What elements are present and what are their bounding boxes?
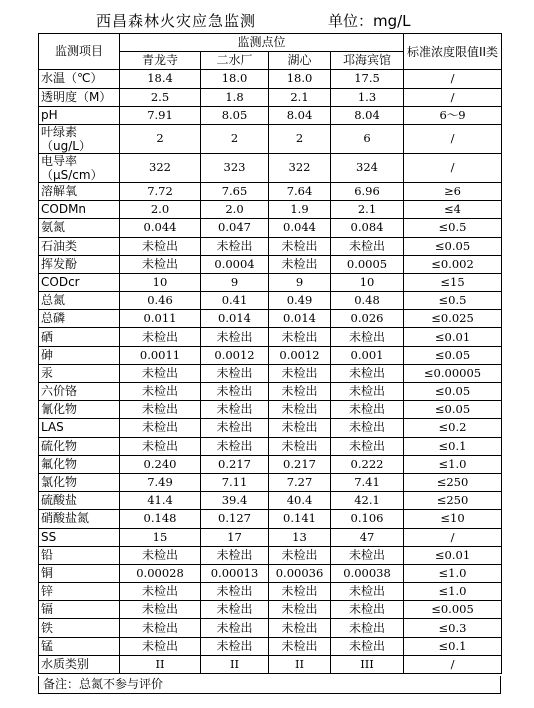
row-value: II [120,655,201,673]
table-body [39,70,502,674]
row-value: 0.0011 [120,346,201,364]
table-row [39,546,502,564]
row-item-label: 镉 [39,601,120,619]
table-row [39,528,502,546]
row-value: 未检出 [120,437,201,455]
row-value: 未检出 [120,583,201,601]
row-standard: ≤4 [404,201,502,219]
table-row [39,346,502,364]
row-value: 未检出 [269,601,331,619]
row-standard: ≤250 [404,492,502,510]
row-item-label: 硒 [39,328,120,346]
row-standard: ≤0.00005 [404,364,502,382]
row-item-label: 透明度（M） [39,88,120,106]
row-value: 2 [269,124,331,153]
row-value: 0.044 [120,219,201,237]
row-value: 0.46 [120,292,201,310]
row-value: 未检出 [120,237,201,255]
row-value: 7.91 [120,106,201,124]
row-value: 18.0 [269,70,331,88]
row-standard: / [404,655,502,673]
row-value: 0.0012 [201,346,269,364]
table-row [39,292,502,310]
row-value: 18.0 [201,70,269,88]
row-value: 未检出 [201,637,269,655]
row-item-label: 硫酸盐 [39,492,120,510]
row-item-label: 叶绿素（ug/L） [39,124,120,153]
row-standard: ≤0.5 [404,219,502,237]
row-value: 0.014 [269,310,331,328]
row-value: 未检出 [269,255,331,273]
row-value: 未检出 [201,619,269,637]
row-standard: / [404,70,502,88]
row-value: 0.001 [331,346,404,364]
row-item-label: pH [39,106,120,124]
header-point: 邛海宾馆 [331,52,404,70]
row-value: 未检出 [120,601,201,619]
row-item-label: 溶解氧 [39,182,120,200]
row-value: 6.96 [331,182,404,200]
table-row [39,564,502,582]
row-value: 0.217 [269,455,331,473]
row-standard: ≤1.0 [404,583,502,601]
row-item-label: 铜 [39,564,120,582]
row-value: 未检出 [269,328,331,346]
row-value: 未检出 [331,328,404,346]
row-value: 0.011 [120,310,201,328]
monitoring-table [38,33,502,674]
row-value: 41.4 [120,492,201,510]
table-row [39,601,502,619]
row-standard: ≤0.002 [404,255,502,273]
row-standard: / [404,88,502,106]
row-item-label: 氟化物 [39,455,120,473]
header-point: 青龙寺 [120,52,201,70]
header-standard: 标准浓度限值II类 [404,34,502,70]
row-value: 42.1 [331,492,404,510]
row-value: II [269,655,331,673]
table-row [39,153,502,182]
row-value: 18.4 [120,70,201,88]
row-value: 未检出 [269,383,331,401]
row-value: 未检出 [269,401,331,419]
row-value: 未检出 [201,237,269,255]
row-value: 未检出 [331,546,404,564]
table-row [39,255,502,273]
row-item-label: 汞 [39,364,120,382]
row-value: 未检出 [331,383,404,401]
row-value: 未检出 [120,328,201,346]
row-value: 39.4 [201,492,269,510]
row-value: 7.11 [201,473,269,491]
row-value: 未检出 [201,546,269,564]
row-value: 未检出 [331,437,404,455]
row-standard: ≤15 [404,273,502,291]
table-row [39,473,502,491]
header-point: 湖心 [269,52,331,70]
row-value: 0.084 [331,219,404,237]
row-item-label: LAS [39,419,120,437]
row-value: 0.127 [201,510,269,528]
row-value: 13 [269,528,331,546]
row-item-label: 氨氮 [39,219,120,237]
row-value: 未检出 [120,619,201,637]
row-item-label: 氰化物 [39,401,120,419]
row-value: 7.72 [120,182,201,200]
row-value: 0.49 [269,292,331,310]
row-standard: ≤0.005 [404,601,502,619]
row-value: 0.106 [331,510,404,528]
table-row [39,124,502,153]
row-item-label: 硝酸盐氮 [39,510,120,528]
row-value: 2.1 [331,201,404,219]
row-value: 7.49 [120,473,201,491]
table-row [39,583,502,601]
row-standard: / [404,528,502,546]
row-standard: ≤0.2 [404,419,502,437]
row-value: 未检出 [269,637,331,655]
row-value: 1.3 [331,88,404,106]
row-value: 7.41 [331,473,404,491]
row-value: 7.64 [269,182,331,200]
row-standard: ≤0.05 [404,401,502,419]
row-value: 未检出 [269,546,331,564]
row-value: 6 [331,124,404,153]
row-value: 10 [120,273,201,291]
row-value: 10 [331,273,404,291]
row-item-label: 硫化物 [39,437,120,455]
row-item-label: 总氮 [39,292,120,310]
row-value: 未检出 [201,328,269,346]
table-row [39,419,502,437]
row-value: 8.04 [331,106,404,124]
table-row [39,510,502,528]
row-value: 未检出 [269,619,331,637]
row-standard: / [404,124,502,153]
header-item: 监测项目 [39,34,120,70]
table-row [39,328,502,346]
table-row [39,364,502,382]
row-value: 1.9 [269,201,331,219]
row-value: 0.148 [120,510,201,528]
row-value: 未检出 [201,437,269,455]
row-item-label: 总磷 [39,310,120,328]
row-value: III [331,655,404,673]
row-item-label: CODcr [39,273,120,291]
row-value: 1.8 [201,88,269,106]
row-value: 323 [201,153,269,182]
row-standard: ≤10 [404,510,502,528]
row-item-label: 水温（℃） [39,70,120,88]
row-value: 0.0005 [331,255,404,273]
row-value: 17 [201,528,269,546]
row-value: 未检出 [120,546,201,564]
table-row [39,383,502,401]
row-value: 0.044 [269,219,331,237]
row-value: 0.00013 [201,564,269,582]
row-value: 0.41 [201,292,269,310]
row-standard: ≤1.0 [404,455,502,473]
row-value: 未检出 [331,637,404,655]
table-row [39,655,502,673]
table-row [39,637,502,655]
row-value: 0.014 [201,310,269,328]
row-standard: ≤0.1 [404,637,502,655]
row-value: 未检出 [331,364,404,382]
row-value: 0.0012 [269,346,331,364]
row-item-label: 氯化物 [39,473,120,491]
row-standard: ≤250 [404,473,502,491]
row-item-label: 锰 [39,637,120,655]
row-item-label: 铁 [39,619,120,637]
row-value: 未检出 [120,637,201,655]
row-value: 2.5 [120,88,201,106]
row-standard: / [404,153,502,182]
row-standard: ≤0.01 [404,328,502,346]
row-item-label: 挥发酚 [39,255,120,273]
row-value: 未检出 [201,419,269,437]
row-value: 未检出 [120,364,201,382]
row-value: 0.141 [269,510,331,528]
row-value: 8.04 [269,106,331,124]
row-item-label: 水质类别 [39,655,120,673]
header-row-1 [39,34,502,52]
row-value: 0.047 [201,219,269,237]
table-row [39,106,502,124]
row-value: 未检出 [201,583,269,601]
table-row [39,273,502,291]
row-standard: 6～9 [404,106,502,124]
row-standard: ≤0.1 [404,437,502,455]
row-value: 未检出 [201,364,269,382]
row-value: 未检出 [269,419,331,437]
row-value: 0.026 [331,310,404,328]
row-value: 未检出 [120,383,201,401]
row-value: 47 [331,528,404,546]
header-points-group: 监测点位 [120,34,404,52]
row-value: 17.5 [331,70,404,88]
document-title: 西昌森林火灾应急监测 [96,12,257,30]
row-value: 未检出 [120,419,201,437]
header-point: 二水厂 [201,52,269,70]
row-standard: ≤0.01 [404,546,502,564]
row-value: 322 [269,153,331,182]
row-value: 2.0 [201,201,269,219]
row-value: 0.00028 [120,564,201,582]
row-value: 0.0004 [201,255,269,273]
row-value: 未检出 [269,583,331,601]
table-row [39,237,502,255]
row-value: 324 [331,153,404,182]
title-row [0,10,534,34]
table-row [39,219,502,237]
row-value: 0.240 [120,455,201,473]
row-value: 0.222 [331,455,404,473]
row-value: 0.217 [201,455,269,473]
row-value: 0.00036 [269,564,331,582]
row-standard: ≤0.05 [404,383,502,401]
table-row [39,619,502,637]
row-value: 未检出 [269,237,331,255]
row-value: 2.0 [120,201,201,219]
row-value: 未检出 [201,601,269,619]
row-value: 2 [120,124,201,153]
table-row [39,455,502,473]
row-item-label: SS [39,528,120,546]
row-value: 未检出 [201,401,269,419]
row-value: 未检出 [269,437,331,455]
row-value: 未检出 [120,255,201,273]
row-value: 9 [269,273,331,291]
row-value: 未检出 [269,364,331,382]
row-standard: ≤0.5 [404,292,502,310]
table-row [39,88,502,106]
row-value: 0.00038 [331,564,404,582]
row-item-label: CODMn [39,201,120,219]
row-value: 8.05 [201,106,269,124]
row-value: 未检出 [331,237,404,255]
row-value: 9 [201,273,269,291]
row-standard: ≤1.0 [404,564,502,582]
table-row [39,310,502,328]
row-value: 未检出 [120,401,201,419]
row-value: 7.65 [201,182,269,200]
footnote: 备注：总氮不参与评价 [38,676,501,694]
table-row [39,492,502,510]
row-value: 未检出 [331,619,404,637]
table-row [39,182,502,200]
row-item-label: 电导率（μS/cm） [39,153,120,182]
table-row [39,401,502,419]
table-row [39,70,502,88]
unit-label: 单位：mg/L [328,12,411,30]
row-value: 15 [120,528,201,546]
row-standard: ≤0.05 [404,346,502,364]
row-item-label: 砷 [39,346,120,364]
row-value: 40.4 [269,492,331,510]
row-standard: ≥6 [404,182,502,200]
row-value: 未检出 [331,419,404,437]
row-item-label: 六价铬 [39,383,120,401]
row-value: 2 [201,124,269,153]
row-value: 未检出 [201,383,269,401]
row-value: 未检出 [331,401,404,419]
row-item-label: 锌 [39,583,120,601]
table-row [39,201,502,219]
row-standard: ≤0.025 [404,310,502,328]
row-value: 未检出 [331,601,404,619]
row-value: 0.48 [331,292,404,310]
row-value: 未检出 [331,583,404,601]
row-item-label: 石油类 [39,237,120,255]
row-value: 322 [120,153,201,182]
row-item-label: 铅 [39,546,120,564]
row-value: 2.1 [269,88,331,106]
row-value: II [201,655,269,673]
row-standard: ≤0.3 [404,619,502,637]
row-standard: ≤0.05 [404,237,502,255]
table-row [39,437,502,455]
row-value: 7.27 [269,473,331,491]
